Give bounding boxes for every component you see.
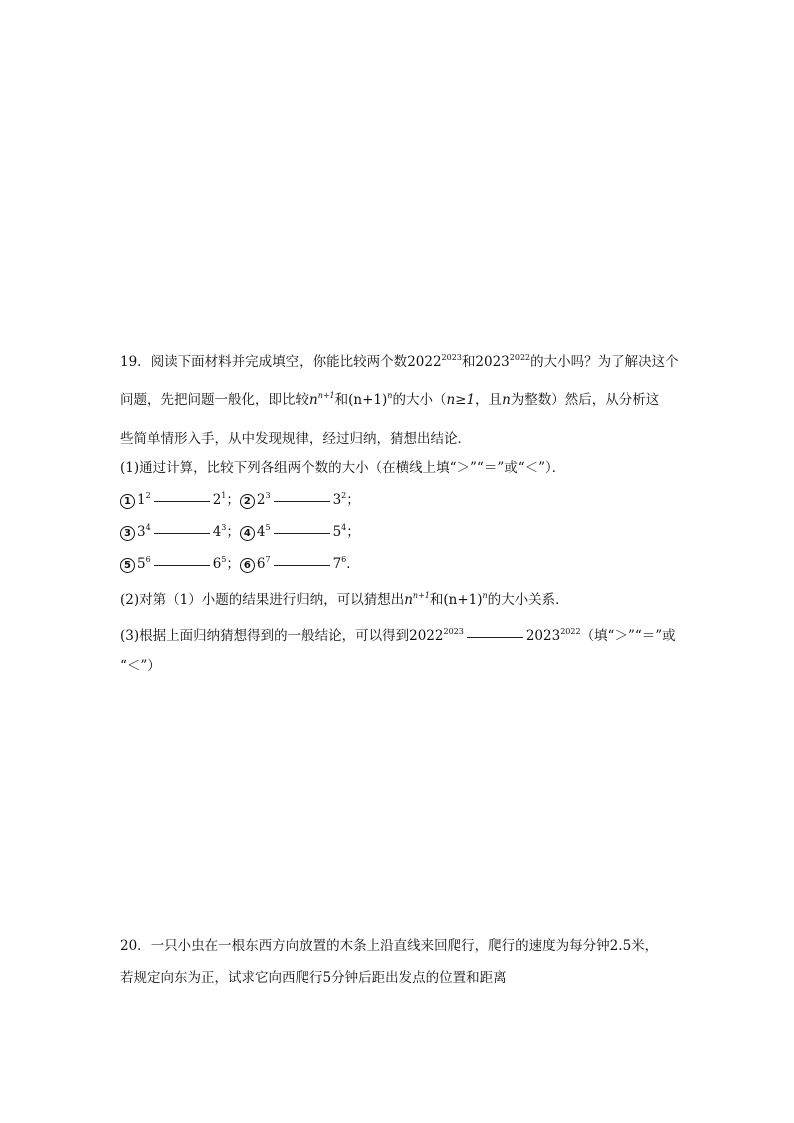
part-3-cont: “＜”） bbox=[120, 658, 161, 674]
answer-blank[interactable] bbox=[274, 500, 330, 502]
text: 问题，先把问题一般化，即比较 bbox=[120, 392, 309, 408]
answer-blank[interactable] bbox=[274, 532, 330, 534]
exponent: 5 bbox=[221, 555, 227, 564]
base: 2 bbox=[212, 492, 222, 508]
text: 的大小关系． bbox=[487, 592, 569, 608]
base: 3 bbox=[137, 524, 146, 540]
text: 的大小吗？为了解决这个 bbox=[530, 354, 679, 370]
part-2 bbox=[120, 588, 569, 608]
base: 2 bbox=[256, 492, 266, 508]
separator: ； bbox=[226, 524, 240, 540]
exponent: 3 bbox=[221, 523, 227, 532]
circled-number: 3 bbox=[120, 526, 135, 541]
variable: n bbox=[309, 392, 318, 408]
exponent: 2 bbox=[145, 491, 151, 500]
exponent: 5 bbox=[265, 523, 271, 532]
separator: ； bbox=[226, 556, 240, 572]
exponent: 2023 bbox=[443, 627, 464, 636]
q19-line-2 bbox=[120, 388, 659, 408]
variable: n bbox=[502, 392, 511, 408]
base: 2022 bbox=[409, 628, 444, 644]
exponent: 2022 bbox=[509, 353, 531, 362]
base: 4 bbox=[256, 524, 266, 540]
text: （填“＞”“＝”或 bbox=[580, 628, 676, 644]
compare-row bbox=[120, 520, 360, 541]
exponent: 1 bbox=[221, 491, 227, 500]
separator: ； bbox=[226, 492, 240, 508]
circled-number: 2 bbox=[240, 494, 255, 509]
compare-row bbox=[120, 552, 360, 573]
base: 6 bbox=[212, 556, 222, 572]
base: 5 bbox=[137, 556, 146, 572]
text: (3)根据上面归纳猜想得到的一般结论，可以得到 bbox=[120, 628, 410, 644]
exponent: 2022 bbox=[560, 627, 581, 636]
question-number: 20． bbox=[120, 938, 151, 954]
condition: n≥1 bbox=[446, 392, 476, 408]
circled-number: 6 bbox=[240, 558, 255, 573]
exponent: 4 bbox=[145, 523, 151, 532]
base: 1 bbox=[137, 492, 146, 508]
text: 和 bbox=[429, 592, 444, 608]
part-1-prompt: (1)通过计算，比较下列各组两个数的大小（在横线上填“＞”“＝”或“＜”）． bbox=[120, 460, 566, 476]
base: 2023 bbox=[525, 628, 561, 644]
base: 5 bbox=[332, 524, 342, 540]
text: 一只小虫在一根东西方向放置的木条上沿直线来回爬行，爬行的速度为每分钟2.5米， bbox=[150, 938, 659, 954]
separator: ； bbox=[346, 492, 360, 508]
text: 和 bbox=[334, 392, 349, 408]
exponent: n bbox=[482, 591, 488, 600]
text: 阅读下面材料并完成填空，你能比较两个数 bbox=[150, 354, 408, 370]
base: 7 bbox=[332, 556, 342, 572]
exponent: 4 bbox=[341, 523, 347, 532]
base: 2023 bbox=[475, 354, 510, 370]
exponent: n+1 bbox=[412, 591, 430, 600]
question-number: 19． bbox=[120, 354, 151, 370]
exponent: 3 bbox=[265, 491, 271, 500]
exponent: n+1 bbox=[317, 391, 335, 400]
q19-line-3: 些简单情形入手，从中发现规律，经过归纳，猜想出结论． bbox=[120, 431, 471, 447]
base: 6 bbox=[256, 556, 266, 572]
compare-row bbox=[120, 488, 360, 509]
q19-line-1 bbox=[120, 350, 679, 370]
separator: ； bbox=[346, 524, 360, 540]
exponent: n bbox=[387, 391, 393, 400]
text: 的大小（ bbox=[392, 392, 447, 408]
text: 和 bbox=[461, 354, 476, 370]
circled-number: 5 bbox=[120, 558, 135, 573]
answer-blank[interactable] bbox=[274, 564, 330, 566]
answer-blank[interactable] bbox=[467, 636, 523, 638]
text: ，且 bbox=[475, 392, 503, 408]
q20-line-1 bbox=[120, 934, 658, 954]
exponent: 2 bbox=[341, 491, 347, 500]
exponent: 2023 bbox=[441, 353, 462, 362]
base: 3 bbox=[332, 492, 342, 508]
answer-blank[interactable] bbox=[154, 532, 210, 534]
answer-blank[interactable] bbox=[154, 564, 210, 566]
q20-line-2: 若规定向东为正，试求它向西爬行5分钟后距出发点的位置和距离 bbox=[120, 970, 507, 986]
base: (n+1) bbox=[443, 592, 483, 608]
period: ． bbox=[346, 556, 360, 572]
circled-number: 4 bbox=[240, 526, 255, 541]
circled-number: 1 bbox=[120, 494, 135, 509]
base: (n+1) bbox=[348, 392, 388, 408]
text: (2)对第（1）小题的结果进行归纳，可以猜想出 bbox=[120, 592, 405, 608]
exponent: 6 bbox=[145, 555, 151, 564]
variable: n bbox=[404, 592, 413, 608]
exponent: 6 bbox=[341, 555, 347, 564]
base: 4 bbox=[212, 524, 222, 540]
text: 为整数）然后，从分析这 bbox=[510, 392, 660, 408]
exponent: 7 bbox=[265, 555, 271, 564]
part-3 bbox=[120, 624, 676, 644]
base: 2022 bbox=[407, 354, 442, 370]
answer-blank[interactable] bbox=[154, 500, 210, 502]
